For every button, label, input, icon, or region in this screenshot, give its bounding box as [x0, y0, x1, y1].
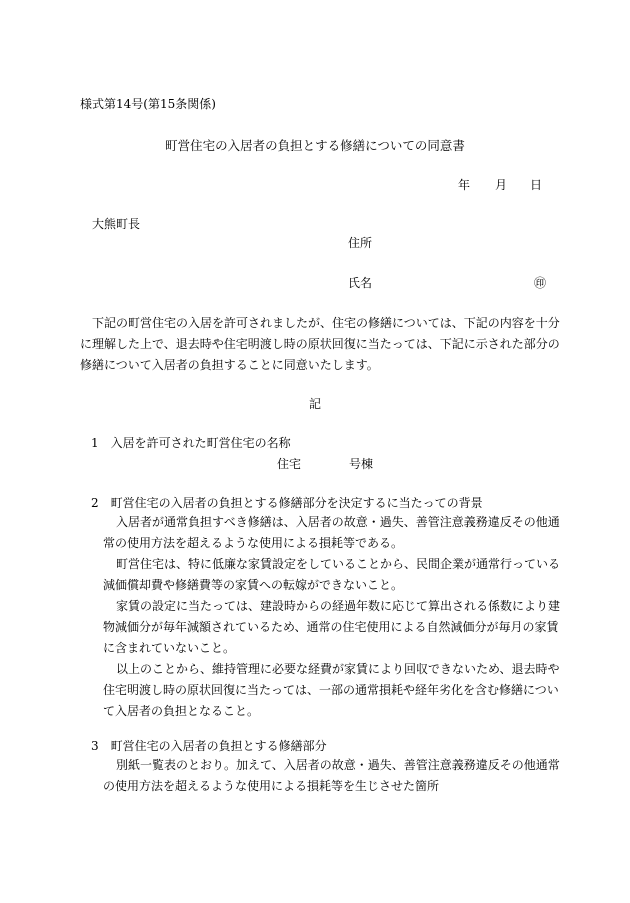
name-label: 氏名 — [348, 276, 373, 290]
section-2-line: 減価償却費や修繕費等の家賃への転嫁ができないこと。 — [103, 578, 404, 592]
section-2-line: 入居者が通常負担すべき修繕は、入居者の故意・過失、善管注意義務違反その他通 — [116, 515, 560, 529]
section-2-line: 町営住宅は、特に低廉な家賃設定をしていることから、民間企業が通常行っている — [116, 557, 561, 571]
section-2-line: て入居者の負担となること。 — [103, 704, 260, 718]
section-2-line: 常の使用方法を超えるような使用による損耗等である。 — [103, 536, 404, 550]
date-day-label: 日 — [530, 178, 543, 192]
ki-heading: 記 — [308, 397, 321, 411]
intro-paragraph — [80, 313, 560, 376]
address-label: 住所 — [348, 236, 373, 250]
section-1-heading: 1 入居を許可された町営住宅の名称 — [91, 436, 291, 450]
section-2-heading: 2 町営住宅の入居者の負担とする修繕部分を決定するに当たっての背景 — [91, 496, 483, 510]
seal-mark: ㊞ — [534, 276, 547, 290]
section-2-line: 以上のことから、維持管理に必要な経費が家賃により回収できないため、退去時や — [116, 662, 560, 676]
form-number: 様式第14号(第15条関係) — [80, 97, 216, 111]
addressee: 大熊町長 — [92, 217, 141, 231]
section-3-body — [103, 755, 560, 797]
section-3-heading: 3 町営住宅の入居者の負担とする修繕部分 — [91, 739, 327, 753]
document-title: 町営住宅の入居者の負担とする修繕についての同意書 — [165, 138, 465, 153]
section-2-line: 家賃の設定に当たっては、建設時からの経過年数に応じて算出される係数により建 — [116, 599, 561, 613]
intro-line: に理解した上で、退去時や住宅明渡し時の原状回復に当たっては、下記に示された部分の — [80, 337, 560, 351]
date-year-label: 年 — [458, 178, 471, 192]
section-2-body — [103, 512, 561, 722]
date-month-label: 月 — [495, 178, 508, 192]
intro-line: 下記の町営住宅の入居を許可されましたが、住宅の修繕については、下記の内容を十分 — [92, 316, 560, 330]
section-3-line: の使用方法を超えるような使用による損耗等を生じさせた箇所 — [103, 779, 440, 793]
building-label: 号棟 — [349, 457, 374, 471]
section-2-line: 物減価分が毎年減額されているため、通常の住宅使用による自然減価分が毎月の家賃 — [103, 620, 559, 634]
section-3-line: 別紙一覧表のとおり。加えて、入居者の故意・過失、善管注意義務違反その他通常 — [116, 758, 560, 772]
housing-label: 住宅 — [277, 457, 302, 471]
section-2-line: 住宅明渡し時の原状回復に当たっては、一部の通常損耗や経年劣化を含む修繕につい — [103, 683, 559, 697]
section-2-line: に含まれていないこと。 — [103, 641, 236, 655]
intro-line: 修繕について入居者の負担することに同意いたします。 — [80, 358, 379, 372]
